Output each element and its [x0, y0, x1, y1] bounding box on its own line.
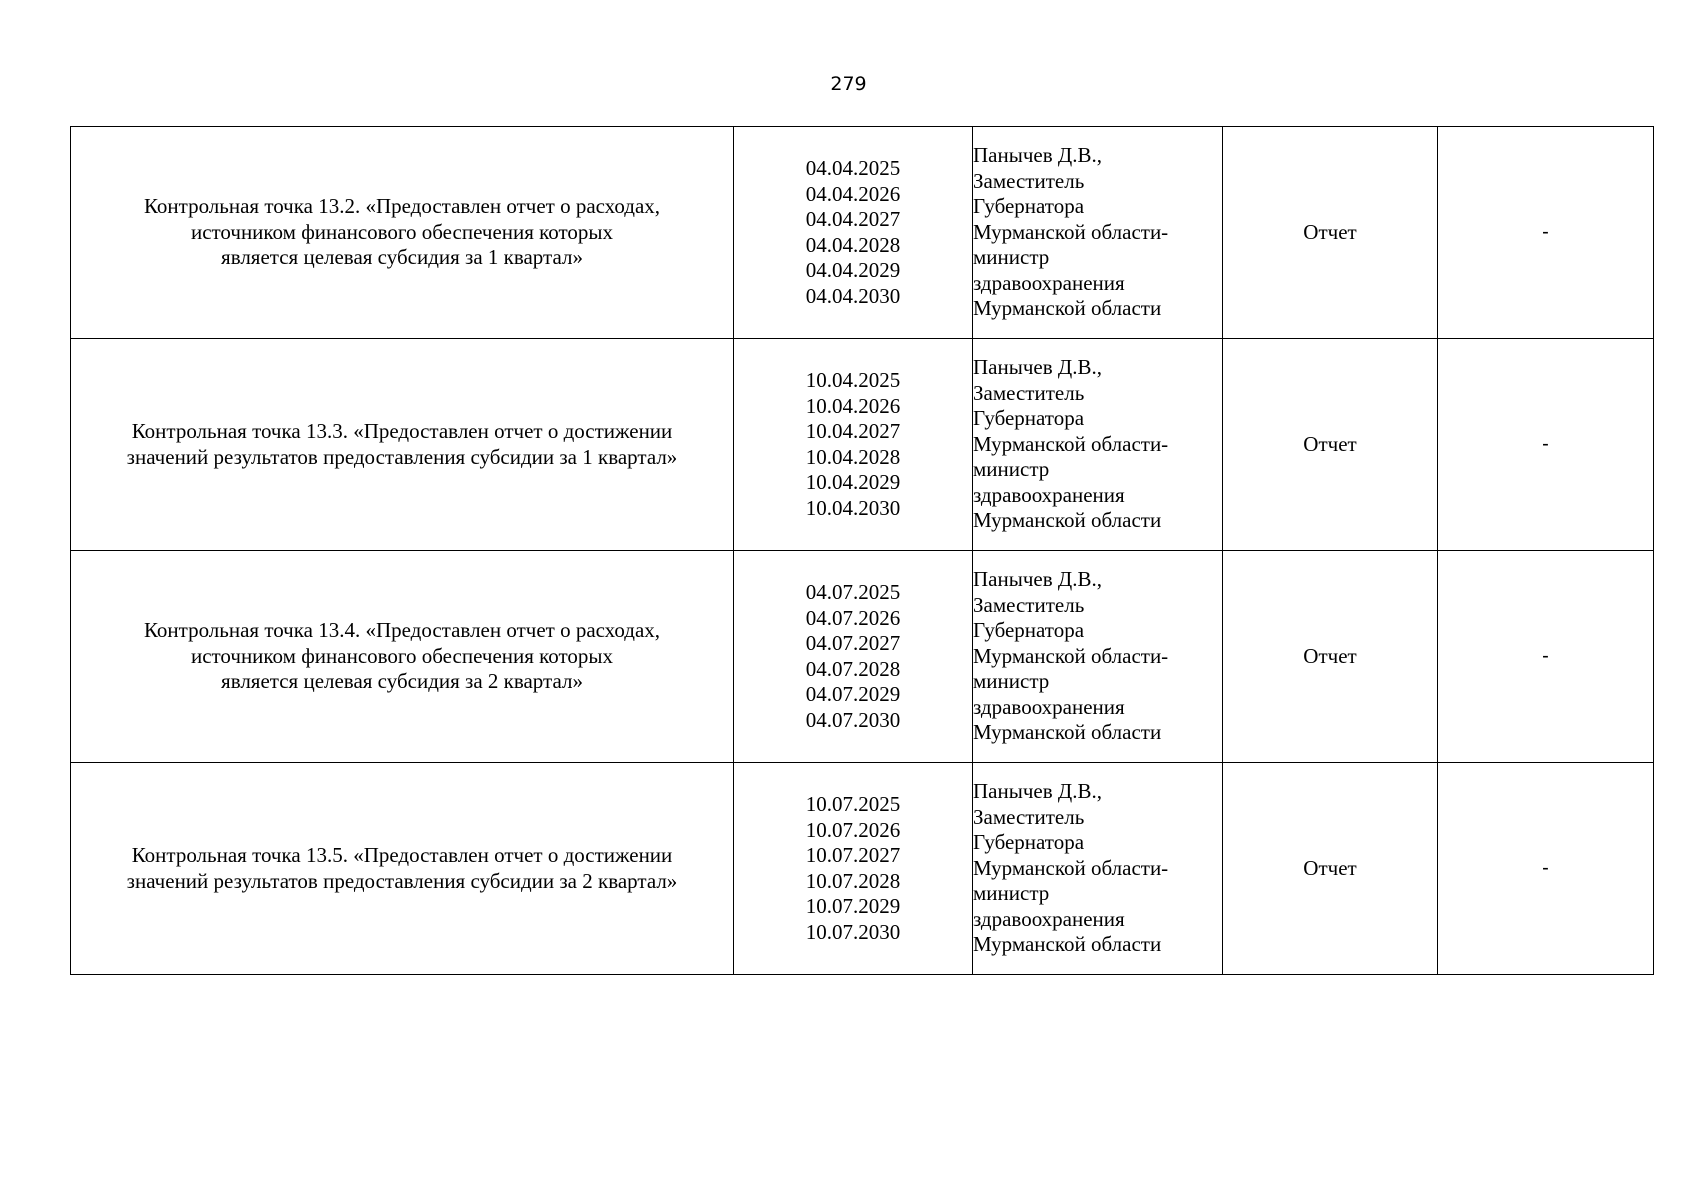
responsible-line: Губернатора: [973, 618, 1085, 643]
responsible-line: Мурманской области-: [973, 855, 1169, 880]
deadline-date: 10.07.2030: [805, 919, 901, 944]
deadline-date: 04.07.2025: [805, 580, 901, 604]
deadline-date: 10.07.2025: [805, 792, 901, 816]
control-point-name-line: значений результатов предоставления субсидии за 2 квартал»: [126, 868, 678, 893]
deadline-date: 10.07.2027: [805, 843, 901, 867]
deadline-date: 10.04.2027: [805, 419, 901, 443]
control-point-name-line: источником финансового обеспечения которых: [190, 219, 614, 244]
responsible-line: Мурманской области: [973, 720, 1162, 745]
responsible-line: Панычев Д.В.,: [973, 355, 1102, 380]
control-point-name-line: значений результатов предоставления субсидии за 1 квартал»: [126, 444, 678, 469]
responsible-line: Заместитель: [973, 380, 1085, 405]
responsible-line: здравоохранения: [973, 906, 1125, 931]
responsible-person-cell: [973, 339, 1223, 551]
responsible-person-cell: [973, 763, 1223, 975]
note-cell: [1438, 551, 1654, 763]
control-point-name-cell: [71, 127, 734, 339]
deadline-date: 04.07.2029: [805, 682, 901, 706]
responsible-line: Мурманской области: [973, 932, 1162, 957]
deadline-date: 10.04.2029: [805, 470, 901, 494]
document-type-cell: Отчет: [1223, 551, 1438, 763]
document-type-cell: Отчет: [1223, 339, 1438, 551]
responsible-line: Мурманской области-: [973, 431, 1169, 456]
deadline-date: 04.04.2025: [805, 156, 901, 180]
control-point-name-line: является целевая субсидия за 1 квартал»: [221, 245, 583, 270]
responsible-line: Мурманской области: [973, 296, 1162, 321]
responsible-line: здравоохранения: [973, 694, 1125, 719]
control-point-name-cell: [71, 551, 734, 763]
deadline-date: 04.04.2028: [805, 232, 901, 257]
deadline-date: 10.04.2026: [805, 393, 901, 418]
responsible-line: Губернатора: [973, 406, 1085, 431]
control-point-name-line: источником финансового обеспечения которых: [190, 643, 614, 668]
table-row: [71, 551, 1654, 763]
responsible-line: Заместитель: [973, 592, 1085, 617]
control-point-name-line: является целевая субсидия за 2 квартал»: [221, 669, 583, 694]
deadline-date: 04.04.2030: [805, 283, 901, 308]
control-point-name-line: Контрольная точка 13.3. «Предоставлен отчет о достижении: [131, 419, 673, 443]
deadline-date: 04.07.2030: [805, 707, 901, 732]
responsible-line: министр: [973, 881, 1050, 906]
deadline-date: 10.07.2029: [805, 894, 901, 918]
note-value: -: [1542, 857, 1549, 880]
deadline-date: 10.04.2025: [805, 368, 901, 392]
responsible-line: Панычев Д.В.,: [973, 567, 1102, 592]
note-value: -: [1542, 433, 1549, 456]
note-cell: [1438, 763, 1654, 975]
responsible-person-cell: [973, 127, 1223, 339]
note-value: -: [1542, 221, 1549, 244]
document-type-cell: Отчет: [1223, 127, 1438, 339]
deadline-dates-cell: [734, 127, 973, 339]
deadline-dates-cell: [734, 339, 973, 551]
deadline-date: 10.04.2030: [805, 495, 901, 520]
control-point-name-line: Контрольная точка 13.4. «Предоставлен отчет о расходах,: [143, 618, 661, 643]
deadline-date: 10.04.2028: [805, 444, 901, 469]
deadline-date: 04.04.2026: [805, 181, 901, 206]
deadline-date: 10.07.2026: [805, 817, 901, 842]
responsible-line: Мурманской области-: [973, 643, 1169, 668]
control-point-name-line: Контрольная точка 13.5. «Предоставлен отчет о достижении: [131, 843, 673, 867]
responsible-line: здравоохранения: [973, 270, 1125, 295]
responsible-line: Мурманской области: [973, 508, 1162, 533]
note-cell: [1438, 127, 1654, 339]
note-value: -: [1542, 645, 1549, 668]
responsible-line: Губернатора: [973, 830, 1085, 855]
responsible-line: Мурманской области-: [973, 219, 1169, 244]
responsible-line: здравоохранения: [973, 482, 1125, 507]
deadline-date: 04.07.2027: [805, 631, 901, 655]
control-point-name-line: Контрольная точка 13.2. «Предоставлен отчет о расходах,: [143, 194, 661, 219]
responsible-person-cell: [973, 551, 1223, 763]
document-type-cell: Отчет: [1223, 763, 1438, 975]
deadline-date: 04.04.2027: [805, 207, 901, 231]
note-cell: [1438, 339, 1654, 551]
responsible-line: Панычев Д.В.,: [973, 779, 1102, 804]
control-points-table: [70, 126, 1654, 975]
page-number: 279: [830, 73, 867, 95]
responsible-line: министр: [973, 669, 1050, 694]
deadline-dates-cell: [734, 551, 973, 763]
deadline-date: 04.07.2026: [805, 605, 901, 630]
control-point-name-cell: [71, 763, 734, 975]
deadline-date: 10.07.2028: [805, 868, 901, 893]
deadline-date: 04.04.2029: [805, 258, 901, 282]
deadline-dates-cell: [734, 763, 973, 975]
responsible-line: министр: [973, 457, 1050, 482]
table-row: [71, 339, 1654, 551]
responsible-line: Заместитель: [973, 168, 1085, 193]
table-row: [71, 763, 1654, 975]
responsible-line: министр: [973, 245, 1050, 270]
responsible-line: Панычев Д.В.,: [973, 143, 1102, 168]
deadline-date: 04.07.2028: [805, 656, 901, 681]
responsible-line: Заместитель: [973, 804, 1085, 829]
table-row: [71, 127, 1654, 339]
responsible-line: Губернатора: [973, 194, 1085, 219]
control-point-name-cell: [71, 339, 734, 551]
